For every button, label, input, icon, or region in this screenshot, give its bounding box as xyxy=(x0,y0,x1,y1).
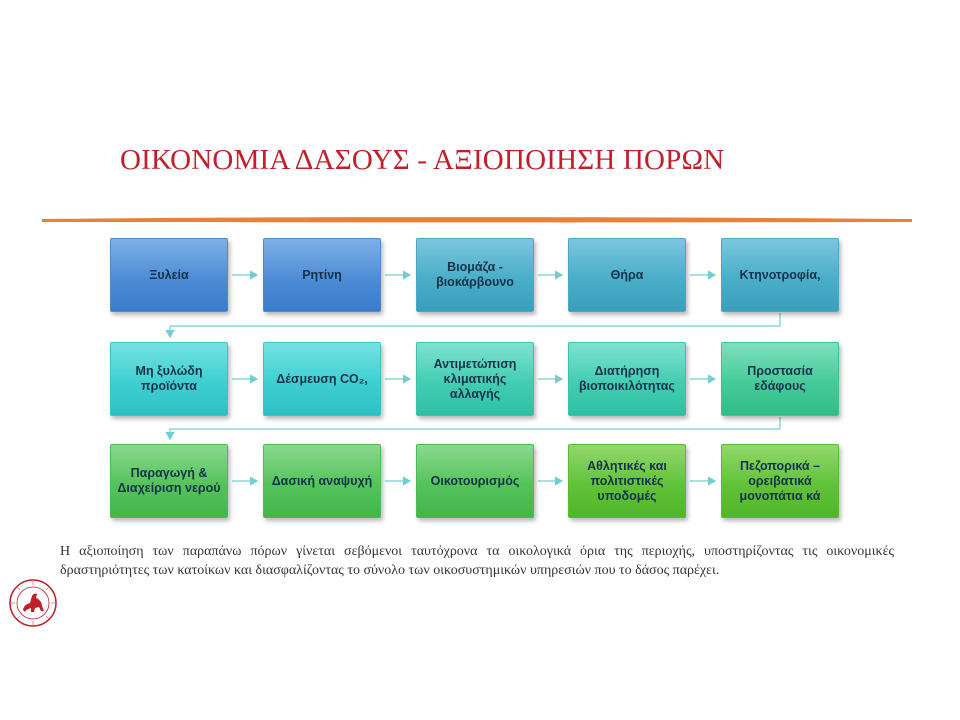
node-mi-xylodi: Μη ξυλώδη προϊόντα xyxy=(110,342,228,416)
caption-text: Η αξιοποίηση των παραπάνω πόρων γίνεται σεβόμενοι ταυτόχρονα τα οικολογικά όρια της περιοχής, υποστηρίζοντας τις οικονομικές δραστηριότητες των κατοίκων και διασφαλίζοντας το σύνολο των οικοσυστημικών υπηρεσιών που το δάσος παρέχει. xyxy=(60,544,894,578)
node-nero: Παραγωγή & Διαχείριση νερού xyxy=(110,444,228,518)
university-seal-logo xyxy=(8,578,58,628)
node-desmeusi-co2: Δέσμευση CO₂, xyxy=(263,342,381,416)
node-viopoikilotita: Διατήρηση βιοποικιλότητας xyxy=(568,342,686,416)
node-xyleia: Ξυλεία xyxy=(110,238,228,312)
connector-row0-row1 xyxy=(170,313,780,337)
node-dasiki-anapsyxi: Δασική αναψυχή xyxy=(263,444,381,518)
node-athlitikes-ypodomes: Αθλητικές και πολιτιστικές υποδομές xyxy=(568,444,686,518)
slide-title: ΟΙΚΟΝΟΜΙΑ ΔΑΣΟΥΣ - ΑΞΙΟΠΟΙΗΣΗ ΠΟΡΩΝ xyxy=(120,144,725,176)
node-klimatiki-allagi: Αντιμετώπιση κλιματικής αλλαγής xyxy=(416,342,534,416)
node-prostasia-edafous: Προστασία εδάφους xyxy=(721,342,839,416)
node-thira: Θήρα xyxy=(568,238,686,312)
node-oikotourismos: Οικοτουρισμός xyxy=(416,444,534,518)
node-viomaza: Βιομάζα - βιοκάρβουνο xyxy=(416,238,534,312)
node-rhtinh: Ρητίνη xyxy=(263,238,381,312)
node-monopatia: Πεζοπορικά – ορειβατικά μονοπάτια κά xyxy=(721,444,839,518)
connector-row1-row2 xyxy=(170,417,780,439)
node-ktinotrofia: Κτηνοτροφία, xyxy=(721,238,839,312)
